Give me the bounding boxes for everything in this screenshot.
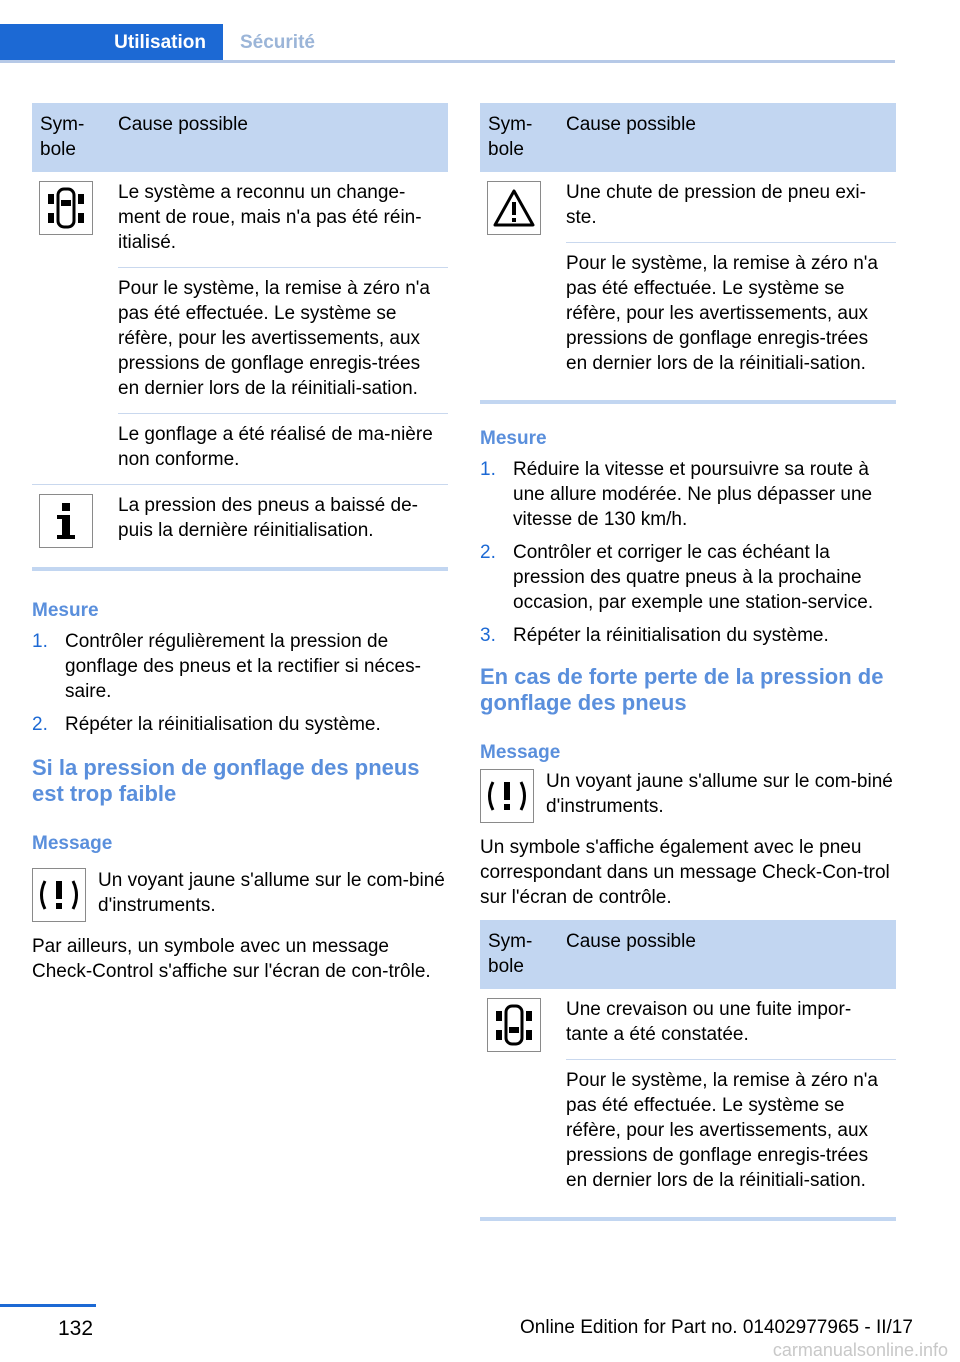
body-paragraph: Par ailleurs, un symbole avec un message Check-Control s'affiche sur l'écran de con-trôle. [32, 936, 431, 982]
table-row [32, 172, 448, 485]
table-row [32, 485, 448, 555]
list-number: 1. [32, 631, 48, 652]
list-text: Réduire la vitesse et poursuivre sa route à une allure modérée. Ne plus dépasser une vitesse de 130 km/h. [513, 459, 873, 530]
message-text: Un voyant jaune s'allume sur le com-biné d'instruments. [546, 771, 893, 817]
column-header-cause: Cause possible [566, 931, 696, 952]
header-divider [0, 60, 895, 63]
column-header-cause: Cause possible [566, 114, 696, 135]
list-item [480, 623, 896, 648]
table-header [480, 920, 896, 989]
footer-rule [0, 1304, 96, 1307]
list-text: Répéter la réinitialisation du système. [65, 714, 381, 735]
message-row [32, 868, 448, 922]
list-number: 2. [32, 714, 48, 735]
cause-text: Le système a reconnu un change-ment de roue, mais n'a pas été réin-itialisé. [118, 172, 448, 268]
cause-table-bottom [480, 920, 896, 1221]
list-text: Contrôler et corriger le cas échéant la pression des quatre pneus à la prochaine occasion, par exemple une station-service. [513, 542, 874, 613]
message-heading: Message [480, 742, 561, 763]
body-paragraph: Un symbole s'affiche également avec le pneu correspondant dans un message Check-Con-trol sur l'écran de contrôle. [480, 837, 890, 908]
column-header-symbol: Sym- bole [488, 931, 533, 977]
table-end-rule [480, 1217, 896, 1221]
measure-list [32, 629, 448, 737]
cause-text: Le gonflage a été réalisé de ma-nière non conforme. [118, 424, 433, 470]
measure-list [480, 457, 896, 648]
list-item [480, 457, 896, 532]
car-tire-icon [39, 181, 93, 235]
table-header [480, 103, 896, 172]
list-number: 3. [480, 625, 496, 646]
cause-text: Pour le système, la remise à zéro n'a pas été effectuée. Le système se réfère, pour les avertissements, aux pressions de gonflage enregis-trées en dernier lors de la réinitiali-sation. [118, 268, 448, 414]
cause-table-left [32, 103, 448, 571]
left-column [32, 103, 448, 984]
cause-text: Une crevaison ou une fuite impor-tante a été constatée. [566, 989, 896, 1060]
info-icon [39, 494, 93, 548]
page-header [0, 0, 895, 63]
car-tire-icon [487, 998, 541, 1052]
message-row [480, 769, 896, 823]
list-text: Contrôler régulièrement la pression de gonflage des pneus et la rectifier si néces-saire. [65, 631, 421, 702]
list-item [32, 712, 448, 737]
measure-heading: Mesure [32, 600, 99, 621]
section-heading-low-pressure: Si la pression de gonflage des pneus est trop faible [32, 755, 420, 806]
message-text: Un voyant jaune s'allume sur le com-biné d'instruments. [98, 870, 445, 916]
page-number: 132 [58, 1317, 94, 1340]
right-column [480, 103, 896, 1221]
tire-pressure-warning-icon [480, 769, 534, 823]
message-heading: Message [32, 833, 113, 854]
cause-text: Pour le système, la remise à zéro n'a pas été effectuée. Le système se réfère, pour les avertissements, aux pressions de gonflage enregis-trées en dernier lors de la réinitiali-sation. [566, 253, 878, 374]
section-heading-pressure-loss: En cas de forte perte de la pression de gonflage des pneus [480, 664, 884, 715]
list-number: 2. [480, 542, 496, 563]
list-item [480, 540, 896, 615]
tab-utilisation[interactable]: Utilisation [0, 24, 223, 61]
column-header-symbol: Sym- bole [40, 114, 85, 160]
list-item [32, 629, 448, 704]
table-header [32, 103, 448, 172]
column-header-cause: Cause possible [118, 114, 248, 135]
column-header-symbol: Sym- bole [488, 114, 533, 160]
table-row [480, 989, 896, 1205]
measure-heading: Mesure [480, 428, 547, 449]
tire-pressure-warning-icon [32, 868, 86, 922]
edition-text: Online Edition for Part no. 01402977965 - II/17 [520, 1317, 913, 1338]
cause-table-right [480, 103, 896, 404]
list-text: Répéter la réinitialisation du système. [513, 625, 829, 646]
table-row [480, 172, 896, 388]
watermark: carmanualsonline.info [772, 1340, 948, 1360]
cause-text: La pression des pneus a baissé de-puis la dernière réinitialisation. [118, 495, 418, 541]
list-number: 1. [480, 459, 496, 480]
cause-text: Pour le système, la remise à zéro n'a pas été effectuée. Le système se réfère, pour les avertissements, aux pressions de gonflage enregis-trées en dernier lors de la réinitiali-sation. [566, 1070, 878, 1191]
cause-text: Une chute de pression de pneu exi-ste. [566, 172, 896, 243]
tab-securite[interactable]: Sécurité [240, 31, 315, 53]
warning-triangle-icon [487, 181, 541, 235]
